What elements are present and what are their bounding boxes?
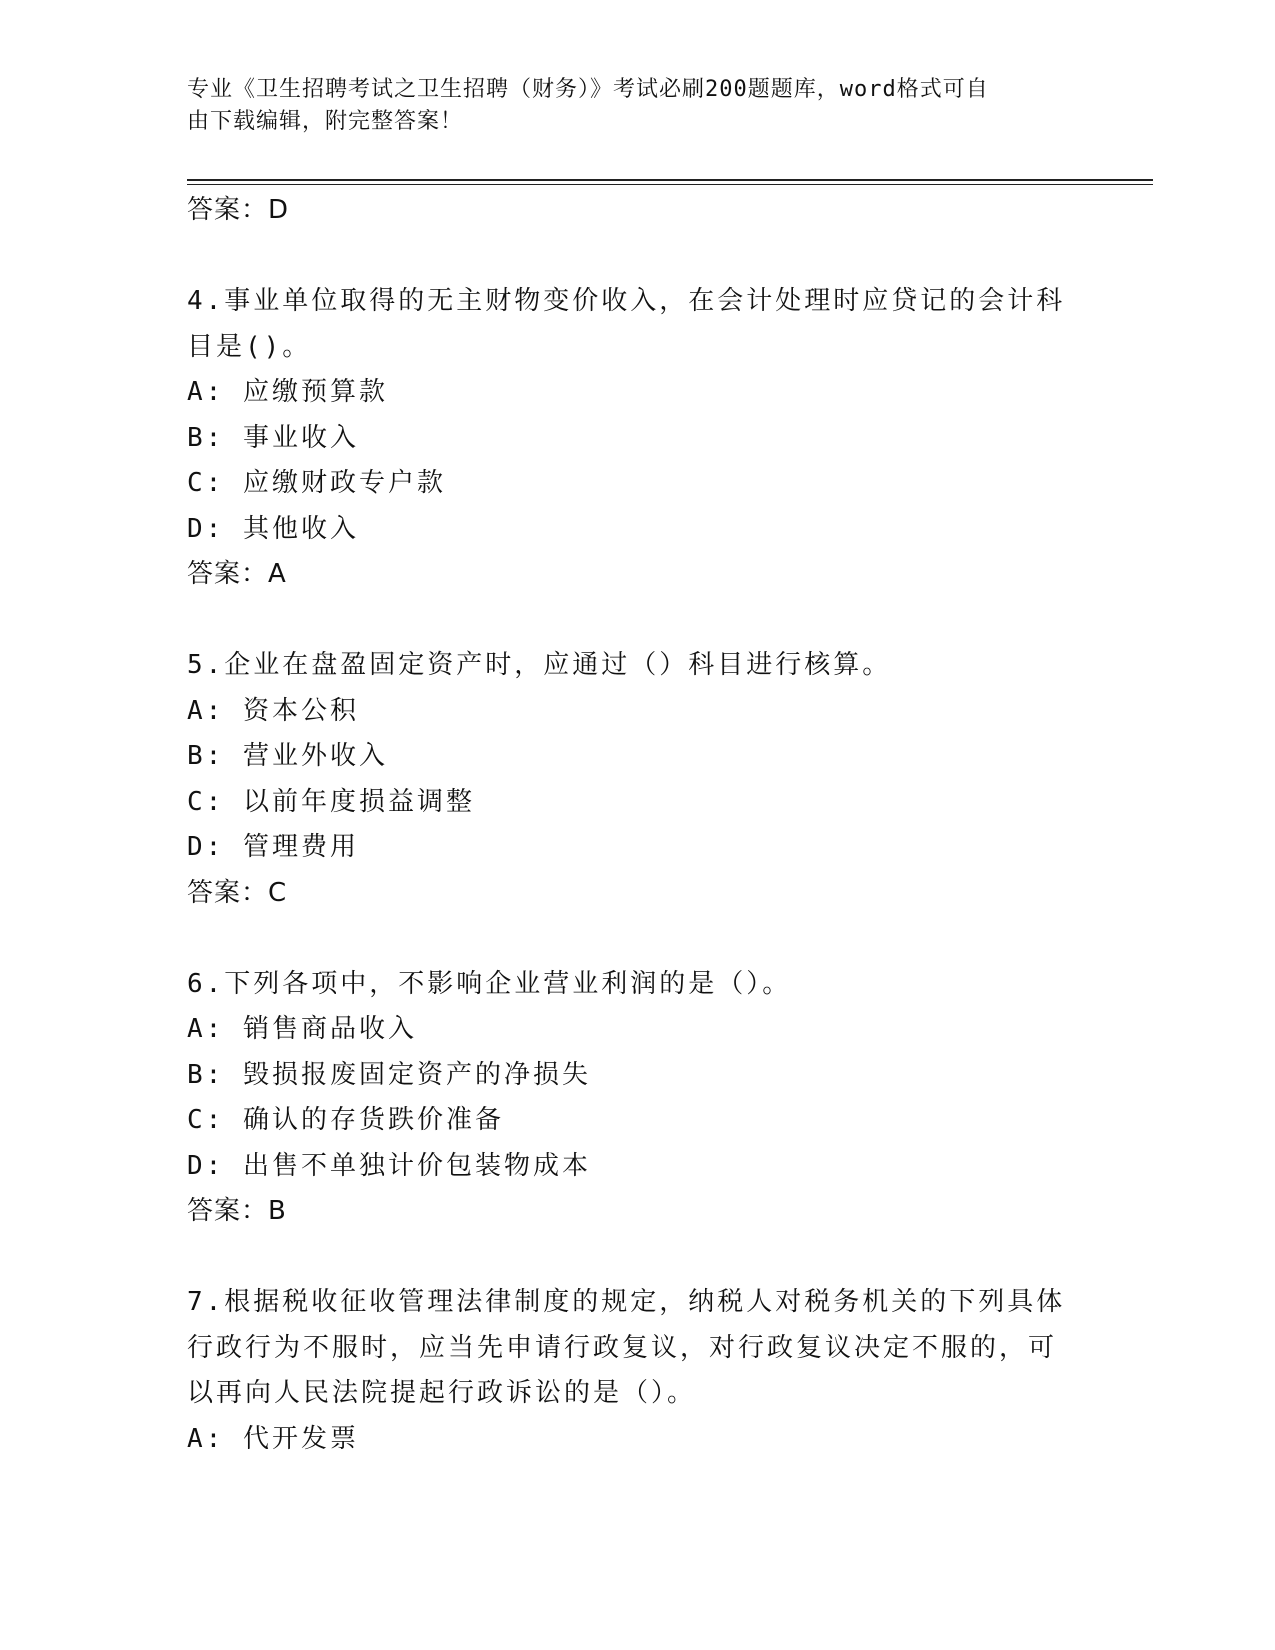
- question-text: 5.企业在盘盈固定资产时，应通过（）科目进行核算。: [187, 650, 892, 680]
- option-a: A: 代开发票: [187, 1423, 359, 1454]
- option-a: A: 销售商品收入: [187, 1014, 417, 1044]
- option-b: B: 毁损报废固定资产的净损失: [187, 1059, 591, 1090]
- header-divider: [187, 184, 1153, 185]
- question-text: 4.事业单位取得的无主财物变价收入，在会计处理时应贷记的会计科: [187, 286, 1066, 316]
- page-header: [187, 74, 1067, 138]
- header-divider: [187, 179, 1153, 181]
- option-a: A: 资本公积: [187, 695, 359, 726]
- question-text: 6.下列各项中，不影响企业营业利润的是（）。: [187, 968, 792, 999]
- option-a: A: 应缴预算款: [187, 377, 388, 407]
- question-text: 以再向人民法院提起行政诉讼的是（）。: [187, 1378, 697, 1408]
- question-6: [187, 962, 1067, 1235]
- answer-line: 答案：D: [187, 195, 290, 225]
- question-5: [187, 643, 1067, 916]
- header-line: 由下载编辑，附完整答案！: [187, 109, 464, 134]
- header-line: 专业《卫生招聘考试之卫生招聘（财务）》考试必刷200题题库，word格式可自: [187, 77, 989, 102]
- answer-line: 答案：C: [187, 877, 288, 908]
- option-d: D: 其他收入: [187, 513, 359, 544]
- option-b: B: 营业外收入: [187, 741, 388, 771]
- question-text: 行政行为不服时，应当先申请行政复议，对行政复议决定不服的，可: [187, 1332, 1058, 1363]
- document-body: [187, 188, 1067, 1462]
- option-b: B: 事业收入: [187, 422, 359, 453]
- question-4: [187, 279, 1067, 598]
- answer-line: 答案：A: [187, 559, 287, 589]
- option-c: C: 以前年度损益调整: [187, 786, 475, 817]
- option-c: C: 应缴财政专户款: [187, 468, 446, 498]
- option-c: C: 确认的存货跌价准备: [187, 1105, 504, 1135]
- question-7: [187, 1280, 1067, 1462]
- option-d: D: 出售不单独计价包装物成本: [187, 1150, 591, 1181]
- option-d: D: 管理费用: [187, 832, 359, 862]
- question-text: 7.根据税收征收管理法律制度的规定，纳税人对税务机关的下列具体: [187, 1287, 1066, 1317]
- answer-line: 答案：B: [187, 1196, 287, 1226]
- question-text: 目是()。: [187, 331, 312, 362]
